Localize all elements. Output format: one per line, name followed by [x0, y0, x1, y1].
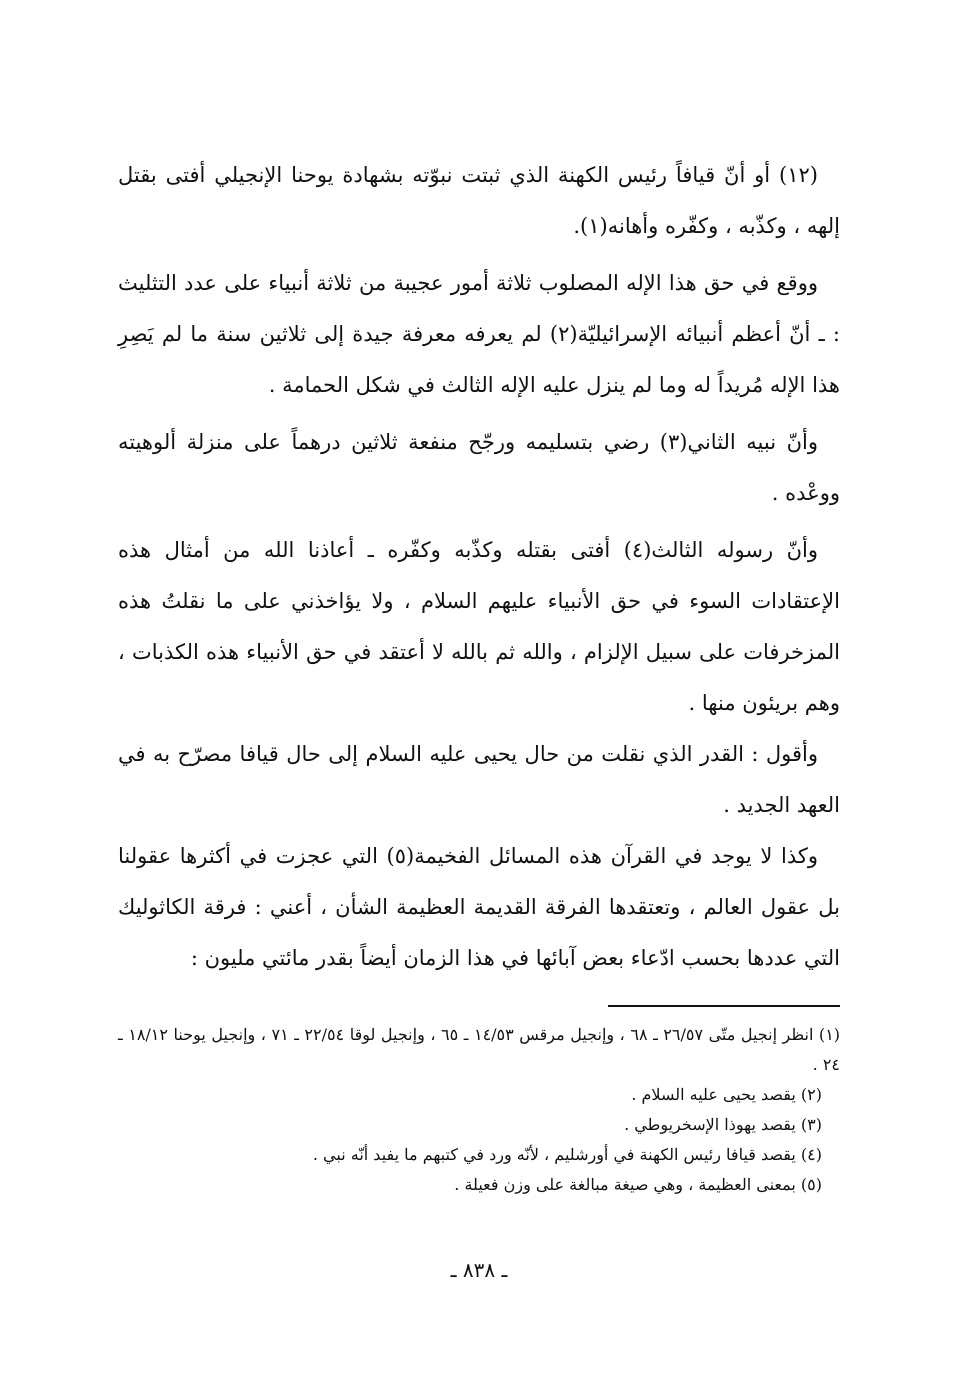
footnote-1: (١) انظر إنجيل متّى ٢٦/٥٧ ـ ٦٨ ، وإنجيل مرقس ١٤/٥٣ ـ ٦٥ ، وإنجيل لوقا ٢٢/٥٤ ـ ٧١ ، وإنجيل يوحنا ١٨/١٢ ـ ٢٤ .	[118, 1025, 841, 1074]
paragraph-4: وأنّ رسوله الثالث(٤) أفتى بقتله وكذّبه وكفّره ـ أعاذنا الله من أمثال هذه الإعتقادات السوء في حق الأنبياء عليهم السلام ، ولا يؤاخذني على ما نقلتُ هذه المزخرفات على سبيل الإلزام ، والله ثم بالله لا أعتقد في حق الأنبياء هذه الكذبات ، وهم بريئون منها .	[118, 538, 840, 715]
paragraph-1: (١٢) أو أنّ قيافاً رئيس الكهنة الذي ثبتت نبوّته بشهادة يوحنا الإنجيلي أفتى بقتل إلهه ، وكذّبه ، وكفّره وأهانه(١).	[118, 163, 840, 238]
page-number: ـ ٨٣٨ ـ	[450, 1258, 508, 1282]
paragraph-2: ووقع في حق هذا الإله المصلوب ثلاثة أمور عجيبة من ثلاثة أنبياء على عدد التثليث : ـ أنّ أعظم أنبيائه الإسرائيليّة(٢) لم يعرفه معرفة جيدة إلى ثلاثين سنة ما لم يَصِرِ هذا الإله مُريداً له وما لم ينزل عليه الإله الثالث في شكل الحمامة .	[118, 271, 840, 397]
paragraph-5: وأقول : القدر الذي نقلت من حال يحيى عليه السلام إلى حال قيافا مصرّح به في العهد الجديد .	[118, 742, 840, 817]
footnote-3: (٣) يقصد يهوذا الإسخريوطي .	[624, 1115, 822, 1134]
paragraph-6: وكذا لا يوجد في القرآن هذه المسائل الفخيمة(٥) التي عجزت في أكثرها عقولنا بل عقول العالم ، وتعتقدها الفرقة القديمة العظيمة الشأن ، أعني : فرقة الكاثوليك التي عددها بحسب ادّعاء بعض آبائها في هذا الزمان أيضاً بقدر مائتي مليون :	[118, 844, 840, 970]
footnote-5: (٥) بمعنى العظيمة ، وهي صيغة مبالغة على وزن فعيلة .	[454, 1175, 822, 1194]
footnotes	[118, 1020, 840, 1200]
footnote-4: (٤) يقصد قيافا رئيس الكهنة في أورشليم ، لأنّه ورد في كتبهم ما يفيد أنّه نبي .	[312, 1145, 822, 1164]
main-text	[118, 150, 840, 984]
footnote-divider	[608, 1005, 840, 1007]
footnote-2: (٢) يقصد يحيى عليه السلام .	[631, 1085, 822, 1104]
paragraph-3: وأنّ نبيه الثاني(٣) رضي بتسليمه ورجّح منفعة ثلاثين درهماً على منزلة ألوهيته ووعْده .	[118, 430, 840, 505]
